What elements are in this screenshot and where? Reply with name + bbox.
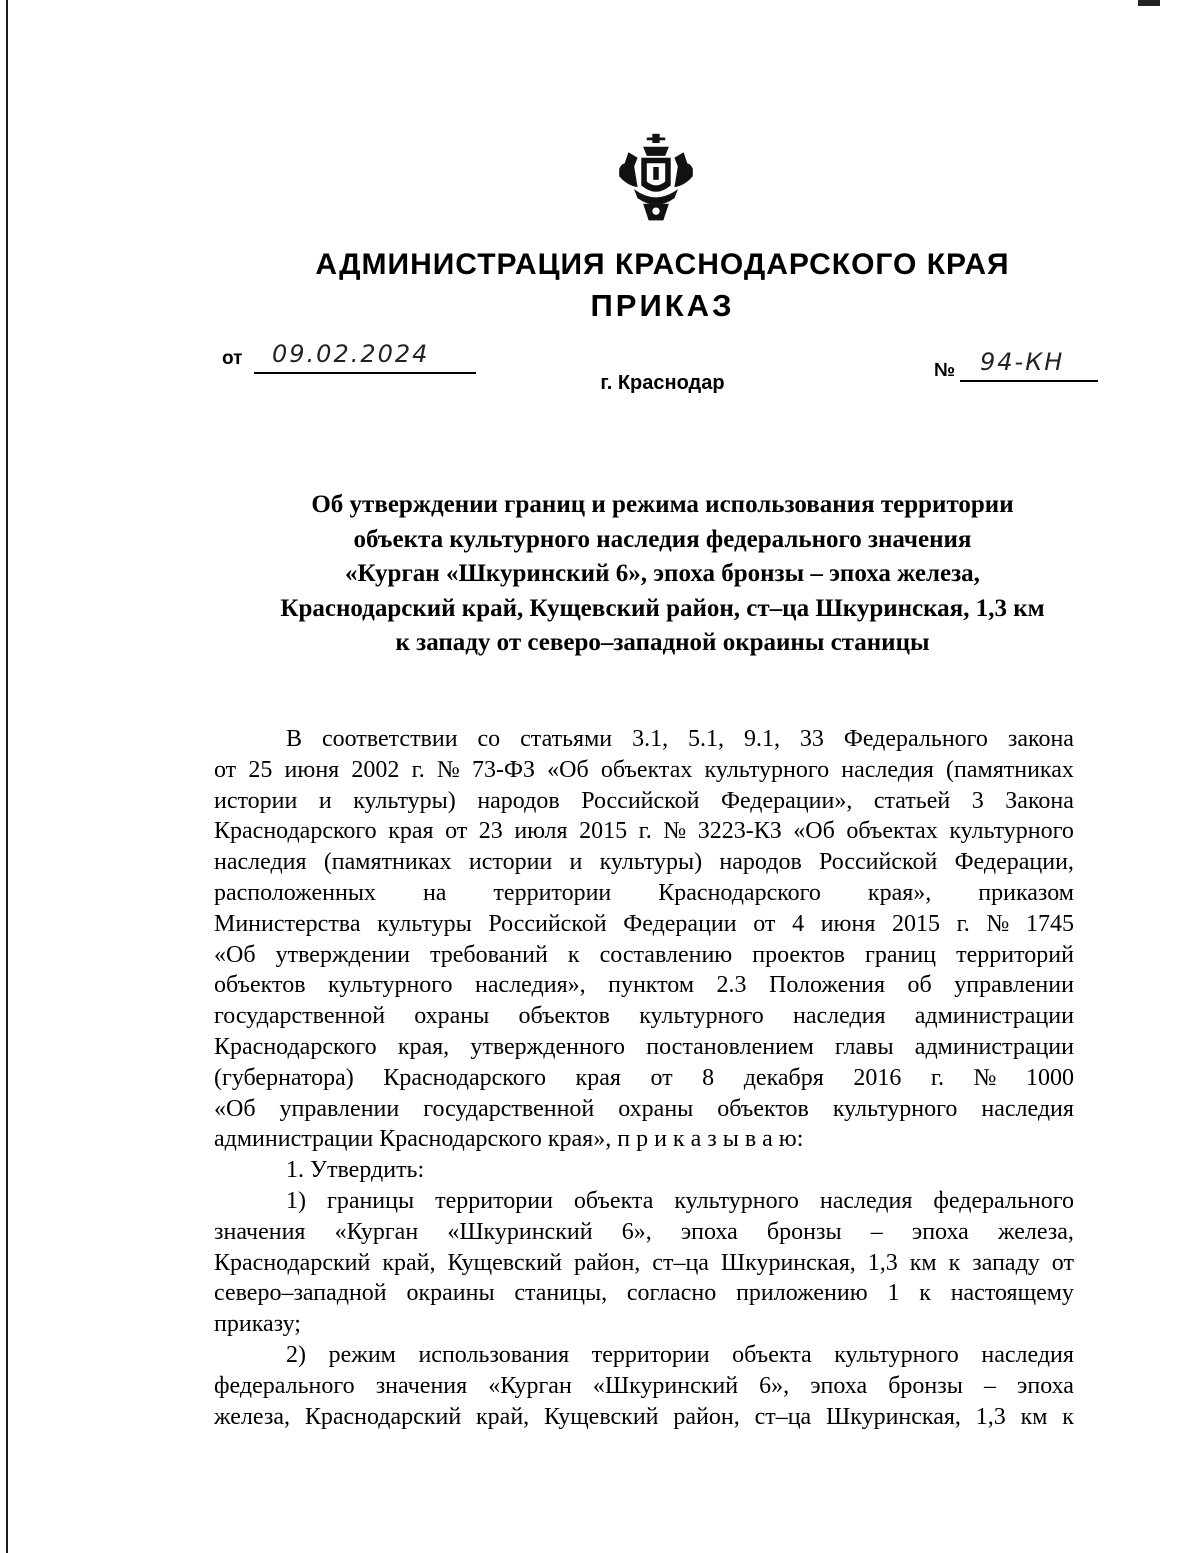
body-line (214, 1402, 1074, 1433)
body-line (214, 1032, 1074, 1063)
body-word: государственной (214, 1003, 386, 1030)
body-word: г. (638, 818, 652, 845)
body-word: «Курган (334, 1218, 419, 1245)
body-word: Шкуринская, (720, 1249, 856, 1276)
body-word: расположенных (214, 879, 376, 906)
body-word: «Курган (488, 1372, 572, 1399)
body-word: и (569, 849, 583, 876)
body-word: Закона (1005, 787, 1074, 814)
document-body (214, 724, 1074, 1432)
body-word: г. (930, 1064, 944, 1091)
body-word: г. (411, 756, 425, 783)
body-text: приказу; (214, 1311, 301, 1338)
body-word: бронзы (888, 1372, 963, 1399)
body-word: администрации (914, 1003, 1074, 1030)
body-word: район, (673, 1403, 740, 1430)
body-word: объектах (846, 818, 938, 845)
body-word: 8 (702, 1064, 715, 1091)
body-word: Федерации», (720, 787, 853, 814)
body-word: ст–ца (754, 1403, 812, 1430)
body-word: значения (214, 1218, 306, 1245)
body-line (214, 970, 1074, 1001)
body-word: железа, (997, 1218, 1074, 1245)
coat-of-arms-emblem-icon (610, 132, 702, 224)
body-line (214, 1186, 1074, 1217)
body-word: В (286, 726, 303, 752)
body-word: приказом (978, 879, 1074, 906)
body-word: 23 (478, 818, 503, 845)
body-word: 9.1, (743, 726, 780, 752)
body-word: управлении (954, 972, 1074, 999)
body-line (214, 816, 1074, 847)
body-line (214, 1309, 1074, 1340)
body-word: 4 (792, 910, 805, 937)
body-line (214, 724, 1074, 755)
body-line (214, 1217, 1074, 1248)
body-line (214, 909, 1074, 940)
body-word: Краснодарского (214, 1033, 377, 1060)
body-word: федерального (933, 1187, 1074, 1214)
body-word: к (1062, 1403, 1074, 1430)
body-word: культурного (639, 1003, 764, 1030)
body-word: федерального (214, 1372, 355, 1399)
body-word: территории (435, 1187, 553, 1214)
body-word: к (919, 1280, 931, 1307)
body-word: (губернатора) (214, 1064, 354, 1091)
body-word: 1745 (1025, 910, 1074, 937)
city-name: г. Краснодар (600, 372, 725, 394)
body-word: 1000 (1026, 1064, 1074, 1091)
scan-left-edge (6, 0, 8, 1553)
body-word: статьями (520, 726, 613, 752)
body-word: культуры (377, 910, 472, 937)
body-line (214, 1124, 1074, 1155)
body-word: народов (719, 849, 802, 876)
body-word: западу (972, 1249, 1040, 1276)
body-word: главы (834, 1033, 894, 1060)
body-word: объекта (732, 1341, 812, 1368)
body-word: объектов (717, 1095, 809, 1122)
body-word: Российской (581, 787, 700, 814)
body-word: народов (477, 787, 560, 814)
body-word: настоящему (950, 1280, 1074, 1307)
number-label: № (934, 360, 956, 381)
body-word: края (575, 1064, 621, 1091)
body-word: 6», (759, 1372, 790, 1399)
body-word: наследия», (475, 972, 586, 999)
body-word: к (948, 1249, 961, 1276)
body-word: край, (476, 1403, 530, 1430)
body-word: Положения (769, 972, 886, 999)
body-word: 2.3 (716, 972, 747, 999)
body-word: – (983, 1372, 996, 1399)
body-word: охраны (618, 1095, 694, 1122)
body-word: края», (867, 879, 932, 906)
body-word: государственной (423, 1095, 595, 1122)
body-word: (памятниках (323, 849, 452, 876)
body-word: истории (214, 787, 298, 814)
body-word: культурного (704, 756, 830, 783)
body-word: 73-ФЗ (472, 756, 535, 783)
body-word: проектов (752, 941, 845, 968)
body-word: наследия (841, 756, 934, 783)
body-word: объектов (214, 972, 306, 999)
body-word: «Шкуринский (592, 1372, 739, 1399)
body-word: 2015 (892, 910, 940, 937)
body-line (214, 1094, 1074, 1125)
body-word: согласно (626, 1280, 717, 1307)
body-word: культуры) (353, 787, 456, 814)
body-word: июня (820, 910, 876, 937)
body-word: Краснодарский (304, 1403, 462, 1430)
body-word: июля (514, 818, 568, 845)
body-word: эпоха (911, 1218, 969, 1245)
body-word: на (422, 879, 447, 906)
body-word: значения (375, 1372, 468, 1399)
body-word: к (567, 941, 580, 968)
body-line (214, 1248, 1074, 1279)
body-word: край, (382, 1249, 436, 1276)
body-word: 1 (887, 1280, 900, 1307)
body-word: 6», (621, 1218, 652, 1245)
body-word: со (477, 726, 501, 752)
body-word: от (753, 910, 776, 937)
body-word: истории (468, 849, 553, 876)
body-word: края (388, 818, 434, 845)
body-word: «Об (547, 756, 589, 783)
body-word: «Об (214, 941, 256, 968)
body-line (214, 1278, 1074, 1309)
body-word: охраны (414, 1003, 490, 1030)
body-word: железа, (214, 1403, 290, 1430)
body-word: (памятниках (946, 756, 1074, 783)
body-word: культурного (674, 1187, 799, 1214)
title-line: Об утверждении границ и режима использования территории (311, 491, 1014, 518)
body-word: культурного (834, 1341, 959, 1368)
body-line (214, 786, 1074, 817)
body-line (214, 1371, 1074, 1402)
body-word: и (318, 787, 332, 814)
body-word: «Шкуринский (447, 1218, 593, 1245)
body-word: составлению (599, 941, 733, 968)
body-word: утвержденного (470, 1033, 626, 1060)
body-word: 2002 (351, 756, 400, 783)
body-word: закона (1007, 726, 1074, 752)
body-word: Кущевский (544, 1403, 659, 1430)
body-word: наследия (214, 849, 307, 876)
body-word: эпоха (1017, 1372, 1074, 1399)
number-underline (960, 380, 1098, 382)
body-word: края, (397, 1033, 450, 1060)
body-word: культурного (949, 818, 1074, 845)
body-text: 1. Утвердить: (286, 1157, 425, 1184)
body-word: 2015 (579, 818, 628, 845)
body-word: об (907, 972, 932, 999)
body-word: Краснодарского (214, 818, 377, 845)
body-word: статьей (873, 787, 951, 814)
body-word: № (986, 910, 1010, 937)
body-word: пунктом (608, 972, 695, 999)
body-word: бронзы (766, 1218, 842, 1245)
body-word: «Об (214, 1095, 256, 1122)
body-word: территорий (956, 941, 1074, 968)
document-title (200, 488, 1125, 661)
body-word: Шкуринская, (826, 1403, 961, 1430)
body-word: Кущевский (447, 1249, 562, 1276)
body-word: наследия (792, 1003, 886, 1030)
body-word: район, (573, 1249, 641, 1276)
body-line (214, 847, 1074, 878)
body-word: культурного (832, 1095, 958, 1122)
body-word: наследия (981, 1095, 1074, 1122)
body-word: территории (493, 879, 612, 906)
body-word: режим (328, 1341, 396, 1368)
body-word: управлении (279, 1095, 400, 1122)
body-word: 1,3 (867, 1249, 898, 1276)
body-word: территории (591, 1341, 710, 1368)
body-word: км (1020, 1403, 1048, 1430)
body-word: № (436, 756, 460, 783)
body-word: объектов (518, 1003, 611, 1030)
body-word: Федерации, (954, 849, 1074, 876)
body-line (214, 878, 1074, 909)
date-label: от (222, 348, 243, 369)
body-word: администрации (914, 1033, 1074, 1060)
body-word: культуры) (599, 849, 703, 876)
organization-name: АДМИНИСТРАЦИЯ КРАСНОДАРСКОГО КРАЯ (315, 248, 1010, 281)
body-word: 3223-КЗ (697, 818, 782, 845)
body-word: 3 (971, 787, 984, 814)
body-word: 5.1, (688, 726, 725, 752)
body-word: культурного (328, 972, 453, 999)
body-word: объектах (600, 756, 693, 783)
body-word: от (1051, 1249, 1074, 1276)
title-line: объекта культурного наследия федерального значения (353, 525, 972, 553)
body-word: № (973, 1064, 997, 1091)
body-word: 2016 (853, 1064, 902, 1091)
body-word: станицы, (514, 1280, 608, 1307)
body-word: объекта (573, 1187, 654, 1214)
date-value: 09.02.2024 (272, 340, 430, 368)
body-word: наследия (981, 1341, 1074, 1368)
body-word: Федерального (843, 726, 988, 752)
body-word: эпоха (810, 1372, 868, 1399)
body-word: границ (865, 941, 937, 968)
body-word: ст–ца (652, 1249, 709, 1276)
body-word: от (214, 756, 237, 783)
body-word: Краснодарского (383, 1064, 546, 1091)
body-word: км (909, 1249, 937, 1276)
body-word: окраины (406, 1280, 495, 1307)
title-line: к западу от северо–западной окраины станицы (395, 629, 930, 656)
body-word: Краснодарского (658, 879, 821, 906)
body-word: 1) (286, 1187, 306, 1214)
body-line (214, 755, 1074, 786)
body-word: 2) (286, 1341, 306, 1368)
number-value: 94-КН (980, 348, 1065, 376)
body-word: Краснодарский (214, 1249, 371, 1276)
body-word: соответствии (321, 726, 458, 752)
body-line (214, 1155, 1074, 1186)
body-line (214, 1340, 1074, 1371)
body-word: использования (418, 1341, 570, 1368)
scan-corner-mark (1138, 0, 1160, 6)
body-word: Министерства (214, 910, 361, 937)
body-word: 25 (248, 756, 273, 783)
body-word: эпоха (680, 1218, 738, 1245)
body-word: «Об (793, 818, 835, 845)
body-word: 1,3 (975, 1403, 1006, 1430)
body-word: 33 (799, 726, 824, 752)
body-word: границы (326, 1187, 415, 1214)
body-word: от (650, 1064, 673, 1091)
body-word: Российской (819, 849, 938, 876)
body-word: июня (284, 756, 340, 783)
body-line (214, 1063, 1074, 1094)
body-word: приложению (736, 1280, 868, 1307)
body-word: 3.1, (632, 726, 669, 752)
body-word: утверждении (275, 941, 410, 968)
title-line: «Курган «Шкуринский 6», эпоха бронзы – эпоха железа, (345, 560, 980, 587)
document-type: ПРИКАЗ (590, 288, 735, 323)
title-line: Краснодарский край, Кущевский район, ст–ца Шкуринская, 1,3 км (280, 594, 1045, 622)
body-word: северо–западной (214, 1280, 387, 1307)
body-word: декабря (743, 1064, 824, 1091)
body-word: г. (956, 910, 970, 937)
body-word: требований (429, 941, 548, 968)
body-line (214, 940, 1074, 971)
body-word: наследия (819, 1187, 913, 1214)
body-word: № (663, 818, 687, 845)
body-word: Федерации (623, 910, 737, 937)
body-word: от (445, 818, 468, 845)
body-word: Российской (488, 910, 607, 937)
body-word: постановлением (646, 1033, 814, 1060)
body-word: – (870, 1218, 883, 1245)
body-line (214, 1001, 1074, 1032)
body-text: администрации Краснодарского края», п р и к а з ы в а ю: (214, 1126, 804, 1153)
